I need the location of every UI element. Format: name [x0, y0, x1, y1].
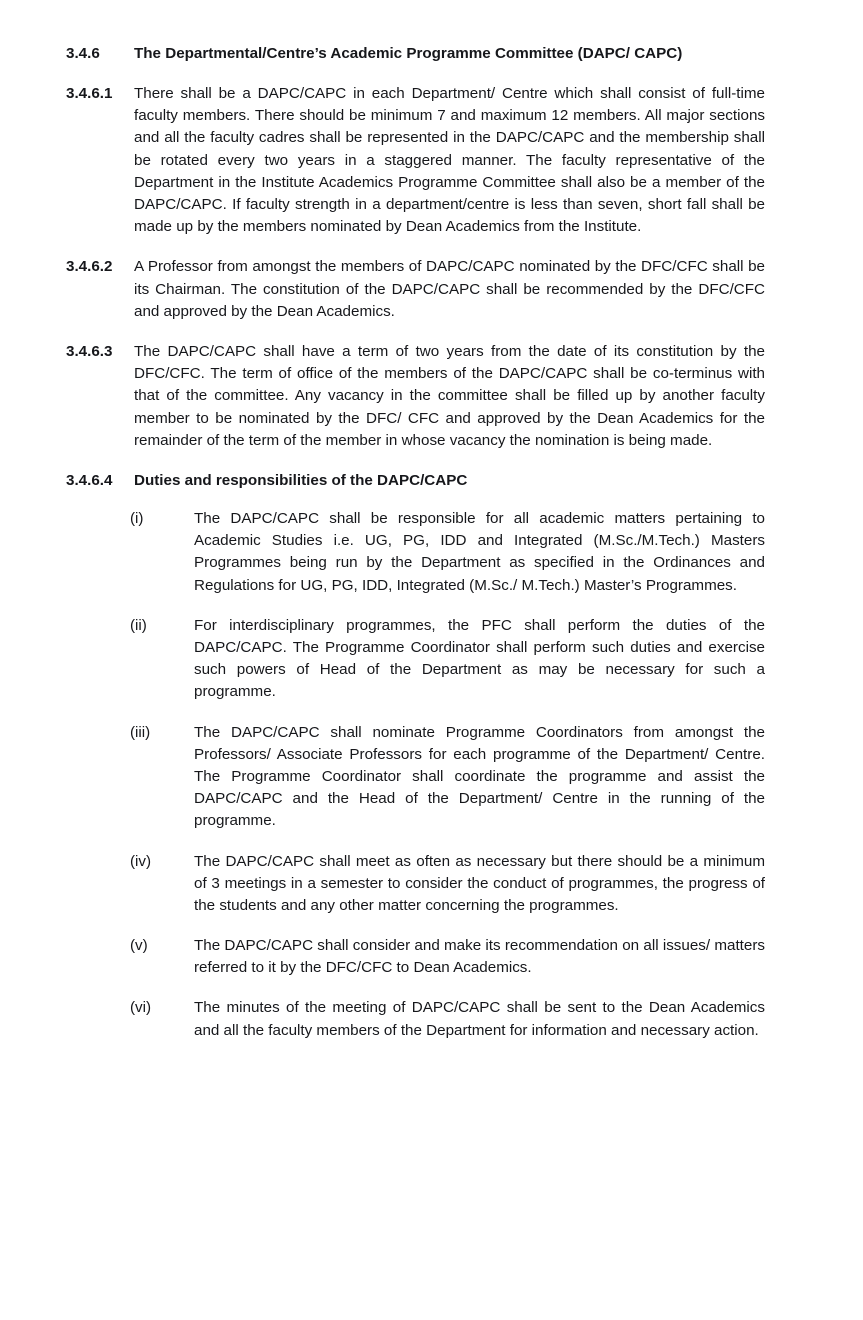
clause-3-4-6-2 [66, 256, 765, 323]
clause-text: The DAPC/CAPC shall have a term of two years from the date of its constitution by the DFC/CFC. The term of office of the members of the DAPC/CAPC shall be co-terminus with that of the committee. Any vacancy in the committee shall be filled up by another faculty member to be nominated by the DFC/ CFC and approved by the Dean Academics for the remainder of the term of the member in whose vacancy the nomination is being made. [134, 342, 765, 449]
list-item-text: For interdisciplinary programmes, the PFC shall perform the duties of the DAPC/CAPC. The Programme Coordinator shall perform such duties and exercise such powers of Head of the Department as may be necessary for such a programme. [194, 616, 765, 701]
list-item [66, 508, 765, 597]
list-item-marker: (v) [130, 937, 148, 955]
list-item-marker: (iii) [130, 723, 151, 741]
clause-number: 3.4.6.1 [66, 85, 113, 103]
section-heading [66, 44, 765, 64]
clause-text: There shall be a DAPC/CAPC in each Department/ Centre which shall consist of full-time faculty members. There should be minimum 7 and maximum 12 members. All major sections and all the faculty cadres shall be represented in the DAPC/CAPC and the membership shall be rotated every two years in a staggered manner. The faculty representative of the Department in the Institute Academics Programme Committee shall also be a member of the DAPC/CAPC. If faculty strength in a department/centre is less than seven, short fall shall be made up by the members nominated by Dean Academics from the Institute. [134, 85, 765, 236]
list-item [66, 722, 765, 833]
list-item-marker: (ii) [130, 616, 147, 634]
duties-list [66, 508, 765, 1042]
clause-number: 3.4.6.3 [66, 342, 113, 360]
list-item-text: The DAPC/CAPC shall nominate Programme Coordinators from amongst the Professors/ Associate Professors for each programme of the Department/ Centre. The Programme Coordinator shall coordinate the programme and assist the DAPC/CAPC and the Head of the Department/ Centre in the running of the programme. [194, 723, 765, 830]
list-item-marker: (iv) [130, 852, 152, 870]
clause-text: A Professor from amongst the members of DAPC/CAPC nominated by the DFC/CFC shall be its Chairman. The constitution of the DAPC/CAPC shall be recommended by the DFC/CFC and approved by the Dean Academics. [134, 258, 765, 320]
clause-text: Duties and responsibilities of the DAPC/CAPC [134, 471, 468, 489]
list-item-text: The minutes of the meeting of DAPC/CAPC shall be sent to the Dean Academics and all the faculty members of the Department for information and necessary action. [194, 999, 765, 1039]
list-item-text: The DAPC/CAPC shall consider and make its recommendation on all issues/ matters referred to it by the DFC/CFC to Dean Academics. [194, 937, 765, 977]
clause-3-4-6-4 [66, 470, 765, 492]
section-title: The Departmental/Centre’s Academic Programme Committee (DAPC/ CAPC) [134, 45, 683, 62]
clause-number: 3.4.6.4 [66, 471, 113, 489]
clause-number: 3.4.6.2 [66, 258, 113, 276]
list-item [66, 935, 765, 979]
clause-3-4-6-1 [66, 83, 765, 238]
list-item-marker: (i) [130, 510, 144, 528]
list-item [66, 615, 765, 704]
clause-3-4-6-3 [66, 341, 765, 452]
list-item-text: The DAPC/CAPC shall be responsible for all academic matters pertaining to Academic Studies i.e. UG, PG, IDD and Integrated (M.Sc./M.Tech.) Masters Programmes being run by the Department as specified in the Ordinances and Regulations for UG, PG, IDD, Integrated (M.Sc./ M.Tech.) Master’s Programmes. [194, 510, 765, 594]
list-item [66, 997, 765, 1041]
list-item-text: The DAPC/CAPC shall meet as often as necessary but there should be a minimum of 3 meetings in a semester to consider the conduct of programmes, the progress of the students and any other matter concerning the programmes. [194, 852, 765, 914]
list-item-marker: (vi) [130, 999, 152, 1017]
section-number: 3.4.6 [66, 45, 100, 62]
list-item [66, 851, 765, 918]
